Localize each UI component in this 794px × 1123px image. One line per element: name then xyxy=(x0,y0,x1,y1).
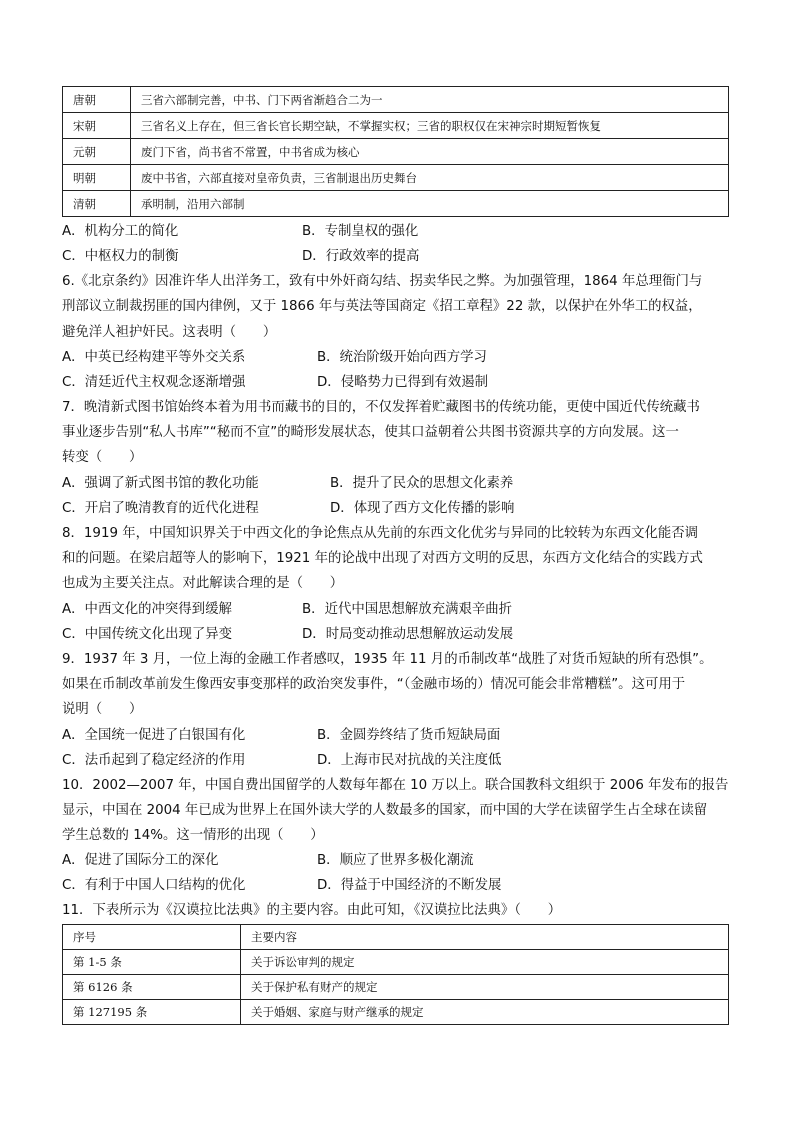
exam-page xyxy=(62,86,732,1025)
question-text: 11．下表所示为《汉谟拉比法典》的主要内容。由此可知，《汉谟拉比法典》（ ） xyxy=(62,903,562,919)
content-cell: 三省六部制完善，中书、门下两省渐趋合二为一 xyxy=(131,87,729,113)
option-a: A．强调了新式图书馆的教化功能 xyxy=(62,475,259,491)
table-row xyxy=(63,191,729,217)
question-11 xyxy=(62,898,732,1024)
content-cell: 关于保护私有财产的规定 xyxy=(241,974,729,999)
option-b: B．顺应了世界多极化潮流 xyxy=(317,853,474,869)
header-cell: 主要内容 xyxy=(241,924,729,949)
table-row xyxy=(63,924,729,949)
code-table xyxy=(62,924,729,1025)
content-cell: 三省名义上存在，但三省长官长期空缺，不掌握实权；三省的职权仅在宋神宗时期短暂恢复 xyxy=(131,113,729,139)
option-d: D．时局变动推动思想解放运动发展 xyxy=(302,626,514,642)
option-d: D．行政效率的提高 xyxy=(302,249,420,264)
question-text: 学生总数的 14%。这一情形的出现（ ） xyxy=(62,828,324,844)
table-row xyxy=(63,87,729,113)
dynasty-cell: 元朝 xyxy=(63,139,131,165)
question-text: 显示，中国在 2004 年已成为世界上在国外读大学的人数最多的国家，而中国的大学在读留学生占全球在读留 xyxy=(62,802,708,818)
question-text: 转变（ ） xyxy=(62,450,143,466)
number-cell: 第 6126 条 xyxy=(63,974,241,999)
table-row xyxy=(63,113,729,139)
question-text: 和的问题。在梁启超等人的影响下，1921 年的论战中出现了对西方文明的反思，东西方文化结合的实践方式 xyxy=(62,551,703,567)
question-text: 9．1937 年 3 月，一位上海的金融工作者感叹，1935 年 11 月的币制改革“战胜了对货币短缺的所有恐惧”。 xyxy=(62,651,713,667)
question-text: 10．2002—2007 年，中国自费出国留学的人数每年都在 10 万以上。联合国教科文组织于 2006 年发布的报告 xyxy=(62,777,729,793)
question-10 xyxy=(62,773,732,899)
dynasty-cell: 宋朝 xyxy=(63,113,131,139)
question-text: 刑部议立制裁拐匪的国内律例，又于 1866 年与英法等国商定《招工章程》22 款，以保护在外华工的权益， xyxy=(62,299,702,315)
question-8 xyxy=(62,521,732,647)
option-c: C．中国传统文化出现了异变 xyxy=(62,626,233,642)
question-text: 事业逐步告别“私人书库”“秘而不宣”的畸形发展状态，使其口益朝着公共图书资源共享的方向发展。这一 xyxy=(62,425,679,441)
header-cell: 序号 xyxy=(63,924,241,949)
table-row xyxy=(63,949,729,974)
option-b: B．统治阶级开始向西方学习 xyxy=(317,349,487,365)
option-c: C．开启了晚清教育的近代化进程 xyxy=(62,500,259,516)
question-7 xyxy=(62,395,732,521)
option-a: A．中英已经构建平等外交关系 xyxy=(62,349,246,365)
number-cell: 第 1-5 条 xyxy=(63,949,241,974)
option-b: B．近代中国思想解放充满艰辛曲折 xyxy=(302,601,513,617)
q5-options xyxy=(62,219,732,269)
table-row xyxy=(63,165,729,191)
table-row xyxy=(63,974,729,999)
content-cell: 废门下省，尚书省不常置，中书省成为核心 xyxy=(131,139,729,165)
option-a: A．机构分工的简化 xyxy=(62,224,179,239)
option-d: D．侵略势力已得到有效遏制 xyxy=(317,374,488,390)
question-9 xyxy=(62,647,732,773)
question-text: 7．晚清新式图书馆始终本着为用书而藏书的目的，不仅发挥着贮藏图书的传统功能，更使中国近代传统藏书 xyxy=(62,399,700,415)
question-text: 如果在币制改革前发生像西安事变那样的政治突发事件，“（金融市场的）情况可能会非常糟糕”。这可用于 xyxy=(62,676,686,692)
option-a: A．促进了国际分工的深化 xyxy=(62,853,219,869)
option-a: A．中西文化的冲突得到缓解 xyxy=(62,601,232,617)
option-c: C．清廷近代主权观念逐渐增强 xyxy=(62,374,246,390)
option-d: D．得益于中国经济的不断发展 xyxy=(317,878,502,894)
option-d: D．上海市民对抗战的关注度低 xyxy=(317,752,502,768)
option-c: C．法币起到了稳定经济的作用 xyxy=(62,752,246,768)
dynasty-cell: 唐朝 xyxy=(63,87,131,113)
option-b: B．提升了民众的思想文化素养 xyxy=(330,475,514,491)
content-cell: 关于婚姻、家庭与财产继承的规定 xyxy=(241,999,729,1024)
content-cell: 承明制，沿用六部制 xyxy=(131,191,729,217)
option-b: B．专制皇权的强化 xyxy=(302,224,419,239)
option-d: D．体现了西方文化传播的影响 xyxy=(330,500,515,516)
question-text: 也成为主要关注点。对此解读合理的是（ ） xyxy=(62,576,344,592)
dynasty-table xyxy=(62,86,729,217)
option-c: C．中枢权力的制衡 xyxy=(62,249,179,264)
question-6 xyxy=(62,269,732,395)
table-row xyxy=(63,139,729,165)
option-a: A．全国统一促进了白银国有化 xyxy=(62,727,246,743)
question-text: 6.《北京条约》因准许华人出洋务工，致有中外奸商勾结、拐卖华民之弊。为加强管理，1864 年总理衙门与 xyxy=(62,274,703,289)
number-cell: 第 127195 条 xyxy=(63,999,241,1024)
dynasty-cell: 明朝 xyxy=(63,165,131,191)
question-text: 8．1919 年，中国知识界关于中西文化的争论焦点从先前的东西文化优劣与异同的比较转为东西文化能否调 xyxy=(62,525,699,541)
content-cell: 关于诉讼审判的规定 xyxy=(241,949,729,974)
question-text: 说明（ ） xyxy=(62,702,143,718)
option-c: C．有利于中国人口结构的优化 xyxy=(62,878,246,894)
content-cell: 废中书省，六部直接对皇帝负责，三省制退出历史舞台 xyxy=(131,165,729,191)
option-b: B．金圆券终结了货币短缺局面 xyxy=(317,727,501,743)
dynasty-cell: 清朝 xyxy=(63,191,131,217)
question-text: 避免洋人袒护奸民。这表明（ ） xyxy=(62,324,277,340)
table-row xyxy=(63,999,729,1024)
